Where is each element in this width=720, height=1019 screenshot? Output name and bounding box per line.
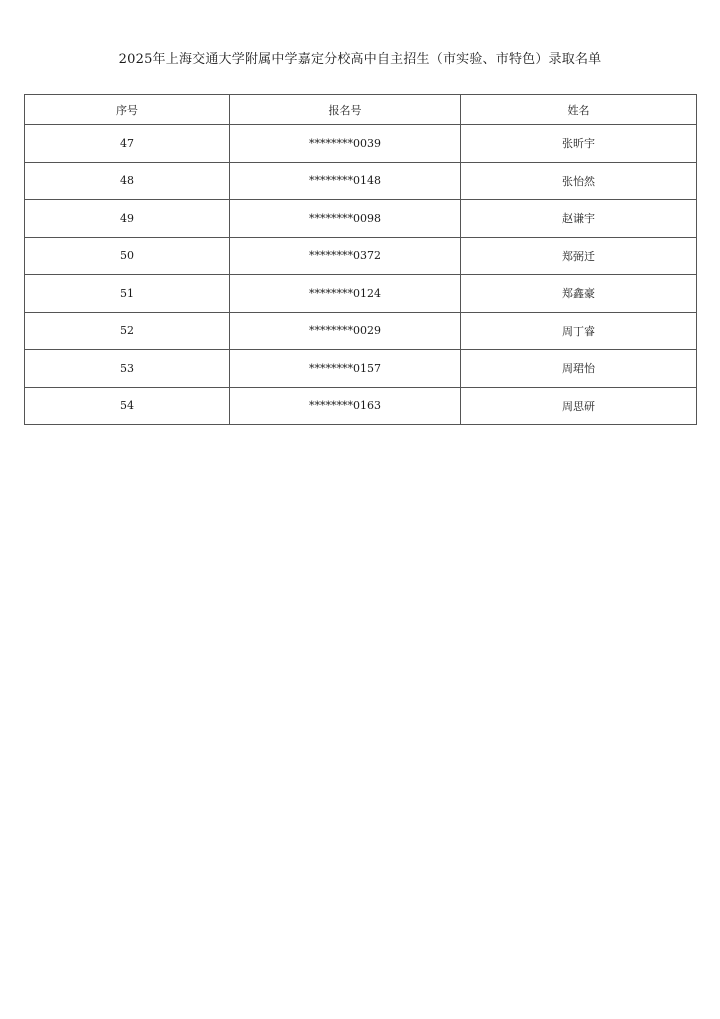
header-seq: 序号 <box>25 95 230 125</box>
cell-name: 周思研 <box>461 387 697 425</box>
cell-name: 周丁睿 <box>461 312 697 350</box>
admission-table <box>24 94 697 425</box>
table-row <box>25 350 697 388</box>
table-row <box>25 312 697 350</box>
cell-reg-no: ********0098 <box>230 200 461 238</box>
table-header-row <box>25 95 697 125</box>
cell-reg-no: ********0148 <box>230 162 461 200</box>
cell-name: 周珺怡 <box>461 350 697 388</box>
table-row <box>25 275 697 313</box>
cell-seq: 52 <box>25 312 230 350</box>
cell-seq: 53 <box>25 350 230 388</box>
cell-reg-no: ********0372 <box>230 237 461 275</box>
cell-seq: 51 <box>25 275 230 313</box>
cell-reg-no: ********0163 <box>230 387 461 425</box>
cell-seq: 54 <box>25 387 230 425</box>
cell-name: 郑鑫豪 <box>461 275 697 313</box>
table-row <box>25 237 697 275</box>
cell-reg-no: ********0029 <box>230 312 461 350</box>
header-reg-no: 报名号 <box>230 95 461 125</box>
table-row <box>25 387 697 425</box>
cell-name: 张怡然 <box>461 162 697 200</box>
cell-seq: 50 <box>25 237 230 275</box>
cell-seq: 48 <box>25 162 230 200</box>
cell-reg-no: ********0157 <box>230 350 461 388</box>
cell-name: 张昕宇 <box>461 125 697 163</box>
cell-seq: 47 <box>25 125 230 163</box>
table-row <box>25 162 697 200</box>
cell-name: 赵谦宇 <box>461 200 697 238</box>
cell-reg-no: ********0039 <box>230 125 461 163</box>
document-title: 2025年上海交通大学附属中学嘉定分校高中自主招生（市实验、市特色）录取名单 <box>118 52 602 67</box>
cell-name: 郑弼迁 <box>461 237 697 275</box>
cell-reg-no: ********0124 <box>230 275 461 313</box>
table-row <box>25 200 697 238</box>
header-name: 姓名 <box>461 95 697 125</box>
table-row <box>25 125 697 163</box>
cell-seq: 49 <box>25 200 230 238</box>
